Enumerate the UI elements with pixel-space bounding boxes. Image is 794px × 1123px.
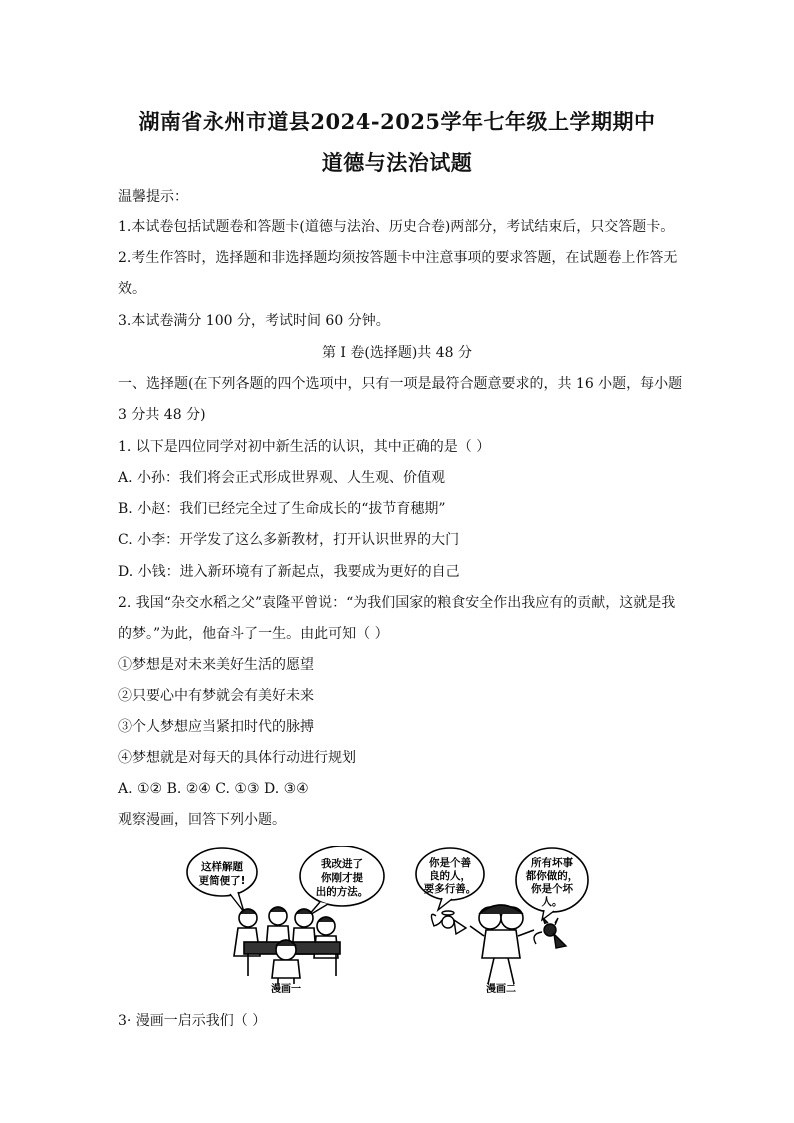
cartoon-1-caption: 漫画一: [271, 984, 301, 995]
cartoon-1-right-bubble-line1: 我改进了: [321, 858, 363, 870]
cartoon-2-illustration: [414, 846, 614, 996]
tip-item-3: 3.本试卷满分 100 分，考试时间 60 分钟。: [118, 313, 390, 329]
question-1-option-d: D. 小钱：进入新环境有了新起点，我要成为更好的自己: [118, 564, 460, 580]
exam-title-line2: 道德与法治试题: [321, 150, 473, 175]
question-2-options: A. ①② B. ②④ C. ①③ D. ③④: [118, 781, 309, 797]
cartoon-1-left-bubble-line1: 这样解题: [201, 861, 243, 873]
exam-title-line1: 湖南省永州市道县2024-2025学年七年级上学期期中: [138, 109, 656, 134]
question-2-stem-cont: 的梦。”为此，他奋斗了一生。由此可知（ ）: [118, 626, 389, 642]
question-1-option-a: A. 小孙：我们将会正式形成世界观、人生观、价值观: [118, 470, 446, 486]
cartoon-2-two-faced-boy: [470, 905, 534, 984]
cartoon-2-angel: [431, 911, 466, 934]
part1-instructions-cont: 3 分共 48 分): [118, 407, 206, 423]
question-2-statement-3: ③个人梦想应当紧扣时代的脉搏: [118, 719, 314, 735]
question-2-statement-4: ④梦想就是对每天的具体行动进行规划: [118, 750, 356, 766]
tip-item-2-cont: 效。: [118, 281, 146, 297]
cartoon-2-caption: 漫画二: [486, 984, 516, 995]
cartoon-2-right-bubble-line4: 人。: [541, 896, 563, 908]
cartoon-2-right-bubble-line1: 所有坏事: [531, 857, 573, 869]
cartoon-2-left-bubble-line1: 你是个善: [429, 857, 471, 869]
question-2-statement-2: ②只要心中有梦就会有美好未来: [118, 688, 314, 704]
tip-item-1: 1.本试卷包括试题卷和答题卡(道德与法治、历史合卷)两部分，考试结束后，只交答题卡。: [118, 219, 675, 235]
cartoon-intro: 观察漫画，回答下列小题。: [118, 812, 286, 828]
part1-instructions: 一、选择题(在下列各题的四个选项中，只有一项是最符合题意要求的，共 16 小题，每小题: [118, 376, 683, 392]
cartoon-2-right-bubble-line3: 你是个坏: [531, 883, 573, 895]
tip-item-2: 2.考生作答时，选择题和非选择题均须按答题卡中注意事项的要求答题，在试题卷上作答无: [118, 250, 678, 266]
cartoon-1-right-bubble-line2: 你刚才提: [321, 872, 363, 884]
cartoon-2-devil: [534, 918, 566, 948]
cartoon-2-left-bubble-line3: 要多行善。: [423, 883, 477, 895]
question-1-option-b: B. 小赵：我们已经完全过了生命成长的“拔节育穗期”: [118, 501, 446, 517]
cartoon-1-right-bubble-line3: 出的方法。: [315, 886, 369, 898]
section-title: 第 I 卷(选择题)共 48 分: [321, 345, 473, 361]
question-3-stem: 3· 漫画一启示我们（ ）: [118, 1013, 267, 1029]
cartoon-2-left-bubble-line2: 良的人，: [429, 870, 471, 882]
question-1-stem: 1. 以下是四位同学对初中新生活的认识，其中正确的是（ ）: [118, 439, 491, 455]
cartoon-1-illustration: [186, 846, 396, 996]
question-1-option-c: C. 小李：开学发了这么多新教材，打开认识世界的大门: [118, 532, 460, 548]
tips-heading: 温馨提示：: [118, 189, 188, 205]
cartoon-1-left-bubble-line2: 更简便了!: [198, 875, 246, 887]
question-2-statement-1: ①梦想是对未来美好生活的愿望: [118, 657, 314, 673]
cartoon-1-students: [234, 907, 340, 984]
cartoon-2-right-bubble-line2: 都你做的，: [525, 870, 579, 882]
question-2-stem: 2. 我国“杂交水稻之父”袁隆平曾说：“为我们国家的粮食安全作出我应有的贡献，这就是我: [118, 595, 676, 611]
